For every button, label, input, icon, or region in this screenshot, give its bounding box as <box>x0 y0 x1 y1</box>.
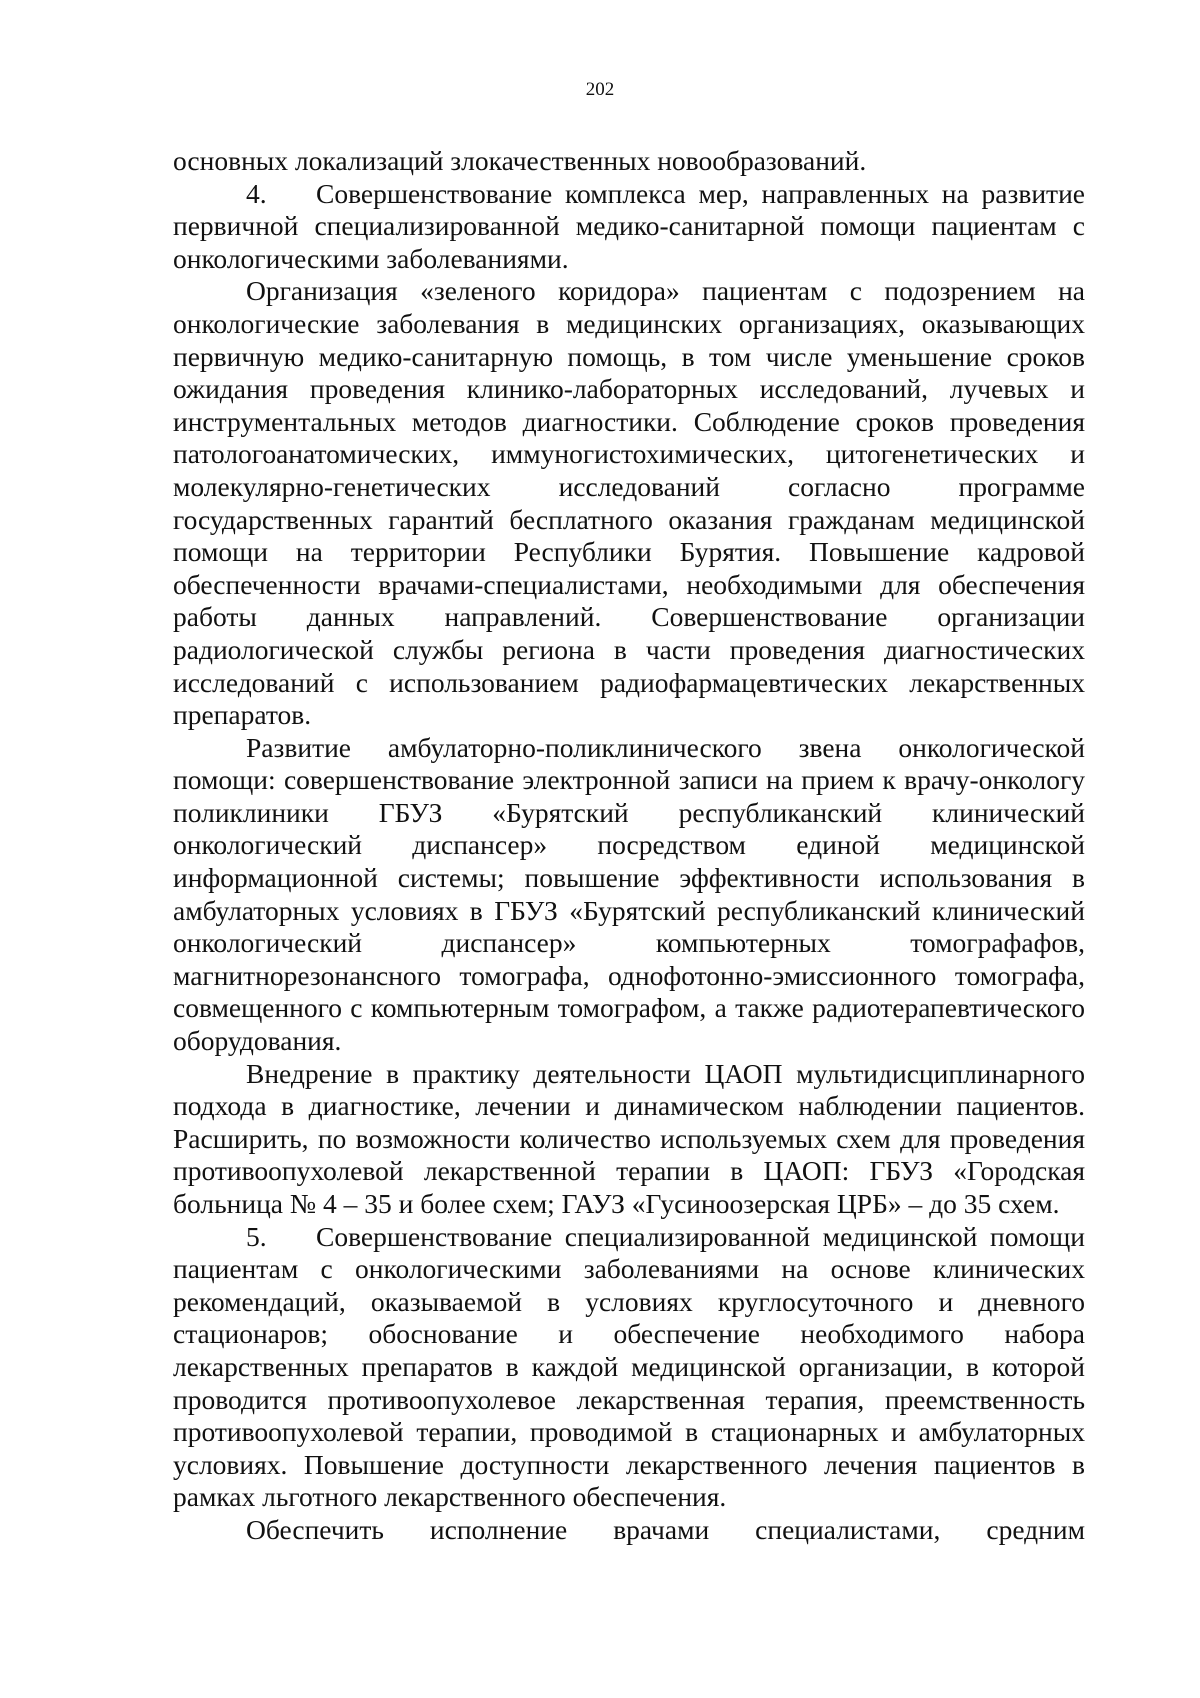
paragraph-text: Организация «зеленого коридора» пациентам с подозрением на онкологические заболевания в медицинских организациях, оказывающих первичную медико-санитарную помощь, в том числе уменьшение сроков ожидания проведения клинико-лабораторных исследований, лучевых и инструментальных методов диагностики. Соблюдение сроков проведения патологоанатомических, иммуногистохимических, цитогенетических и молекулярно-генетических исследований согласно программе государственных гарантий бесплатного оказания гражданам медицинской помощи на территории Республики Бурятия. Повышение кадровой обеспеченности врачами-специалистами, необходимыми для обеспечения работы данных направлений. Совершенствование организации радиологической службы региона в части проведения диагностических исследований с использованием радиофармацевтических лекарственных препаратов. <box>173 275 1085 731</box>
paragraph-text: Внедрение в практику деятельности ЦАОП мультидисциплинарного подхода в диагностике, лечении и динамическом наблюдении пациентов. Расширить, по возможности количество используемых схем для проведения противоопухолевой лекарственной терапии в ЦАОП: ГБУЗ «Городская больница № 4 – 35 и более схем; ГАУЗ «Гусиноозерская ЦРБ» – до 35 схем. <box>173 1057 1085 1219</box>
paragraph-text: Обеспечить исполнение врачами специалистами, средним <box>246 1513 1085 1545</box>
paragraph-text: Развитие амбулаторно-поликлинического звена онкологической помощи: совершенствование электронной записи на прием к врачу-онкологу поликлиники ГБУЗ «Бурятский республиканский клинический онкологический диспансер» посредством единой медицинской информационной системы; повышение эффективности использования в амбулаторных условиях в ГБУЗ «Бурятский республиканский клинический онкологический диспансер» компьютерных томографафов, магнитнорезонансного томографа, однофотонно-эмиссионного томографа, совмещенного с компьютерным томографом, а также радиотерапевтического оборудования. <box>173 731 1085 1057</box>
numbered-paragraph-4 <box>173 178 1085 276</box>
paragraph-caop-implementation <box>173 1058 1085 1221</box>
document-body <box>173 145 1085 1547</box>
paragraph-text: Совершенствование комплекса мер, направленных на развитие первичной специализированной медико-санитарной помощи пациентам с онкологическими заболеваниями. <box>173 177 1085 274</box>
list-number: 5. <box>246 1220 267 1252</box>
paragraph-continuation <box>173 145 1085 178</box>
list-number: 4. <box>246 177 267 209</box>
page-number: 202 <box>585 79 615 100</box>
paragraph-text: Совершенствование специализированной медицинской помощи пациентам с онкологическими заболеваниями на основе клинических рекомендаций, оказываемой в условиях круглосуточного и дневного стационаров; обоснование и обеспечение необходимого набора лекарственных препаратов в каждой медицинской организации, в которой проводится противоопухолевое лекарственная терапия, преемственность противоопухолевой терапии, проводимой в стационарных и амбулаторных условиях. Повышение доступности лекарственного лечения пациентов в рамках льготного лекарственного обеспечения. <box>173 1220 1085 1513</box>
paragraph-text: основных локализаций злокачественных новообразований. <box>173 145 867 176</box>
paragraph-outpatient-development <box>173 732 1085 1058</box>
numbered-paragraph-5 <box>173 1221 1085 1514</box>
paragraph-green-corridor <box>173 275 1085 731</box>
paragraph-trailing <box>173 1514 1085 1547</box>
